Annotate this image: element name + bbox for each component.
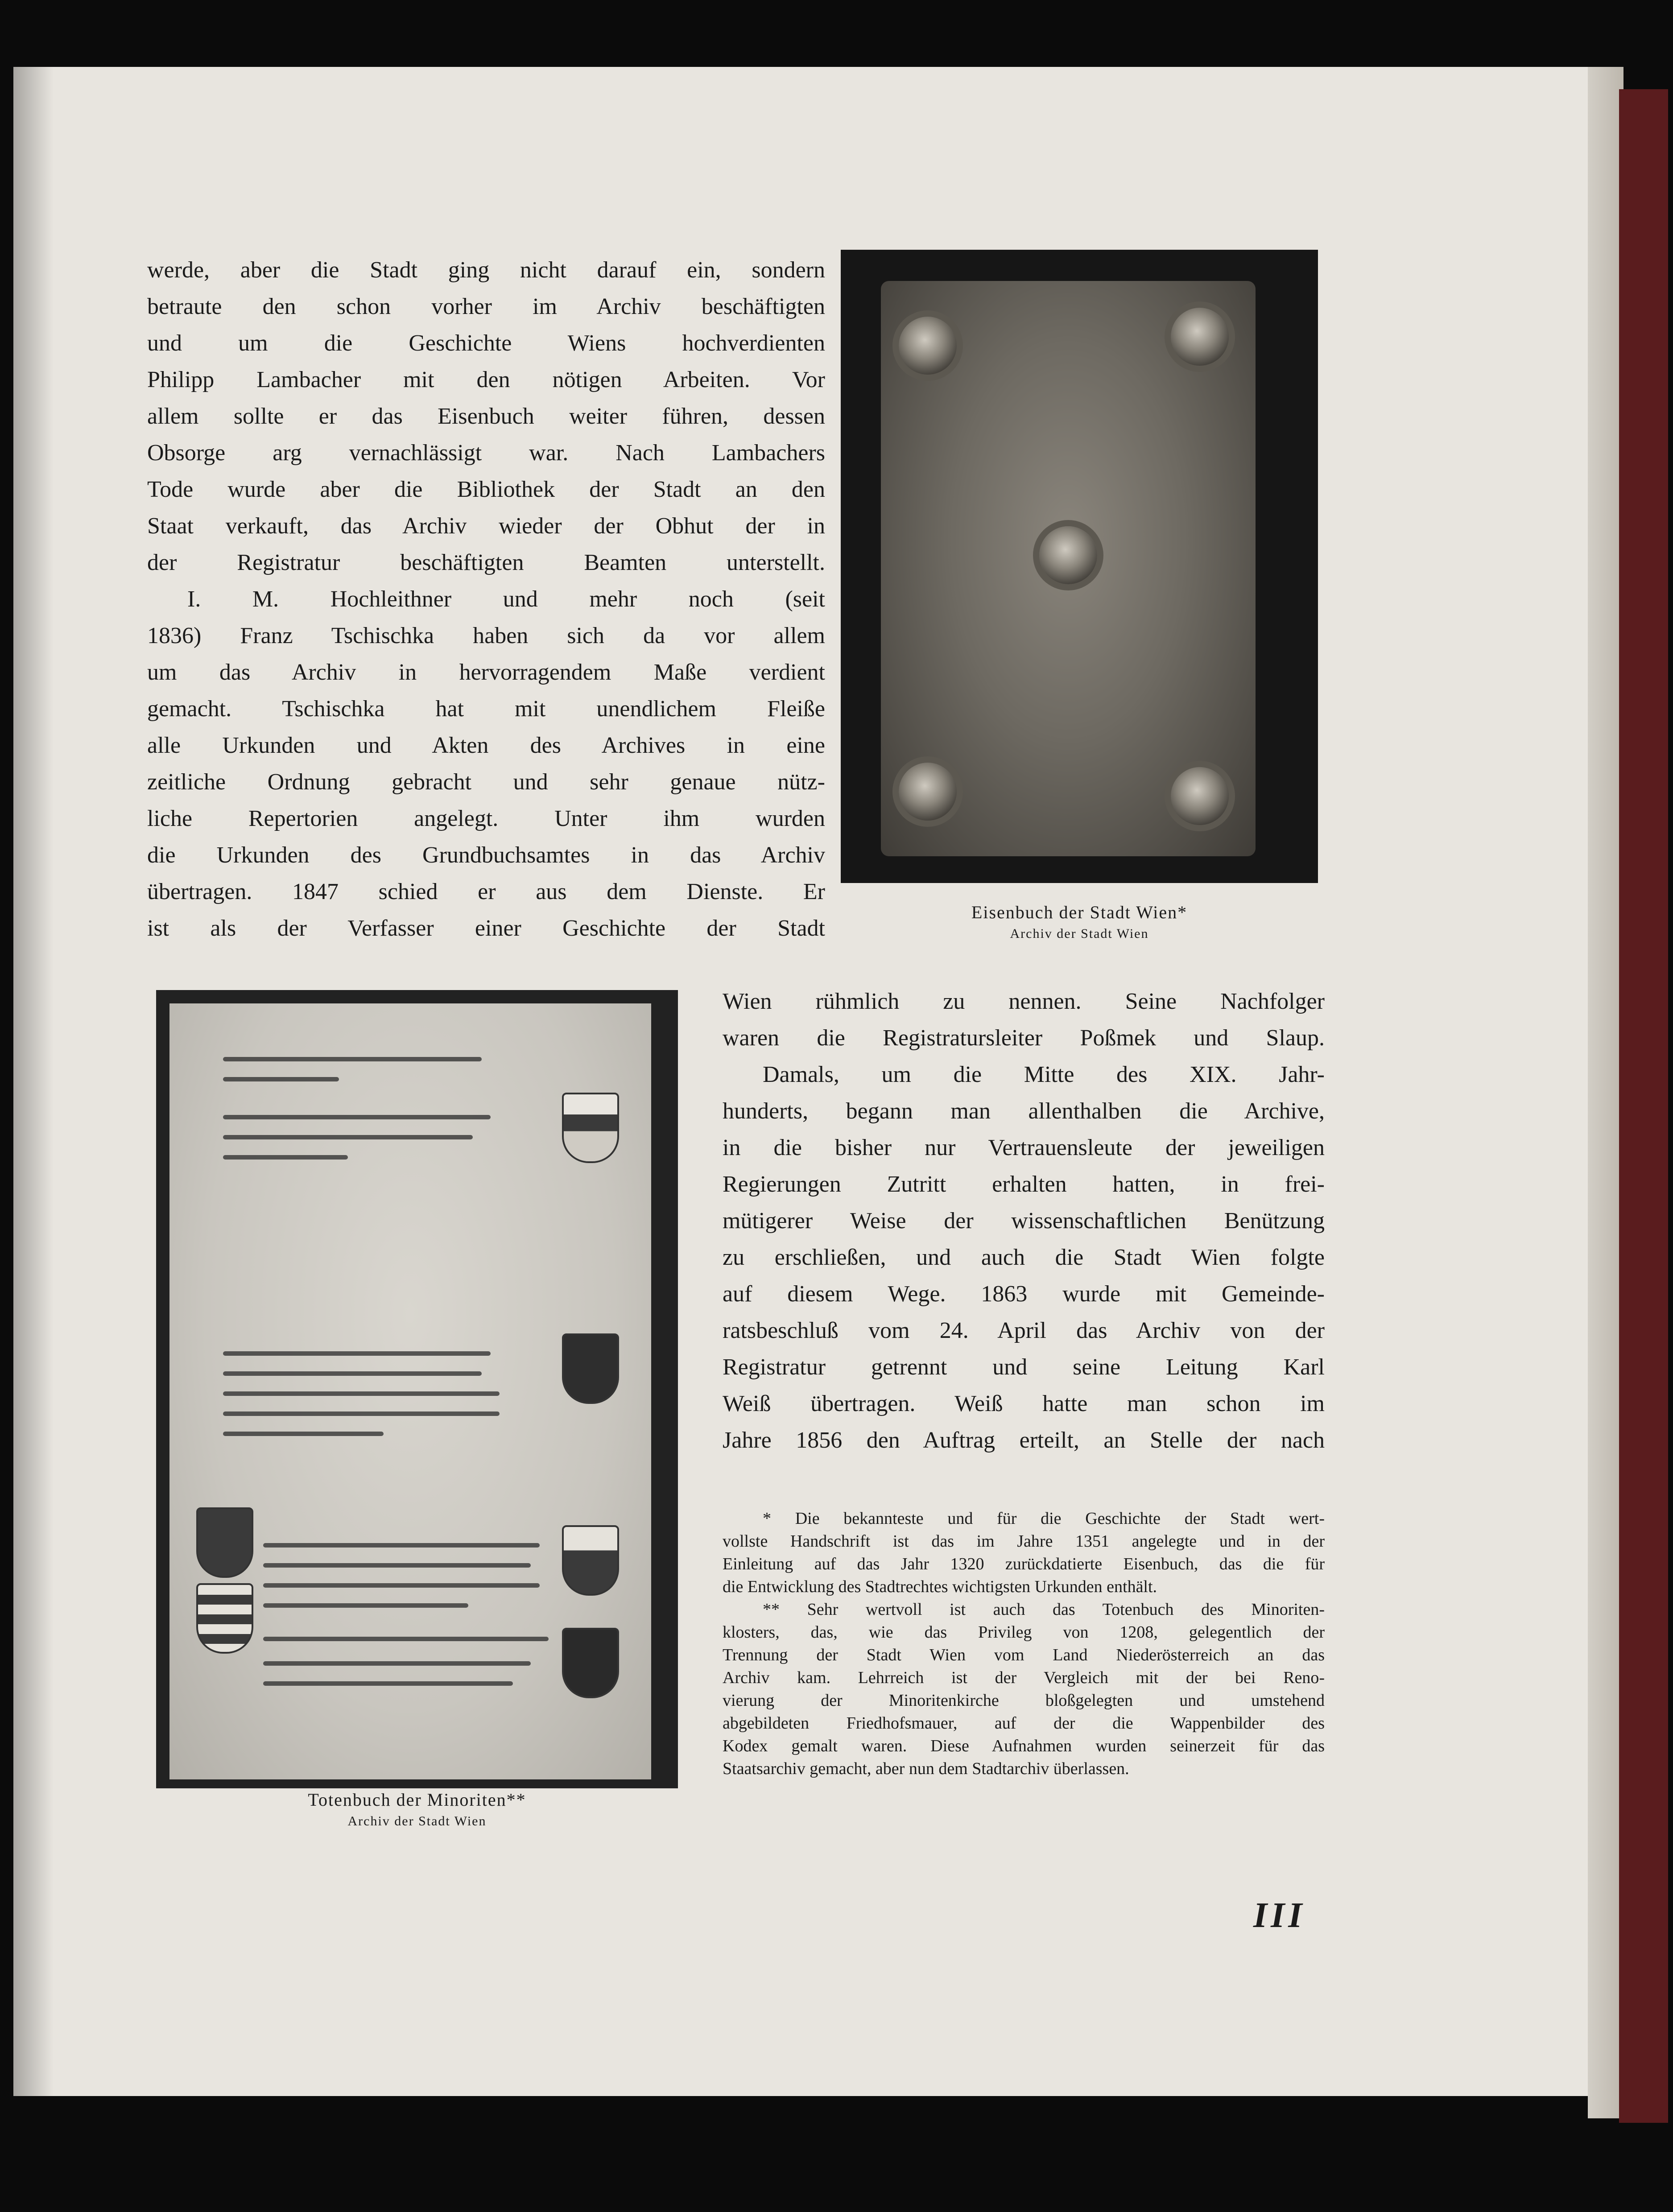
caption-source: Archiv der Stadt Wien [347,1814,487,1828]
script-line [263,1661,531,1666]
text-line: betraute den schon vorher im Archiv beschäftigten [147,294,825,319]
footnote-line: ** Sehr wertvoll ist auch das Totenbuch des Minoriten- [763,1600,1325,1619]
script-line [223,1057,482,1061]
coat-of-arms [562,1628,619,1698]
script-line [223,1135,473,1139]
text-line: gemacht. Tschischka hat mit unendlichem Fleiße [147,696,825,722]
text-line: 1836) Franz Tschischka haben sich da vor allem [147,623,825,648]
text-line: Tode wurde aber die Bibliothek der Stadt an den [147,477,825,502]
main-text-right [723,983,1325,1459]
text-line: Damals, um die Mitte des XIX. Jahr- [763,1062,1325,1087]
text-line: waren die Registratursleiter Poßmek und Slaup. [723,1025,1325,1051]
coat-of-arms [196,1583,253,1654]
text-line: der Registratur beschäftigten Beamten unterstellt. [147,550,825,575]
text-line: ist als der Verfasser einer Geschichte der Stadt [147,916,825,941]
corner-stud [899,763,957,821]
caption-title: Eisenbuch der Stadt Wien* [971,902,1188,922]
text-line: zu erschließen, und auch die Stadt Wien folgte [723,1245,1325,1270]
corner-stud [1171,308,1229,366]
text-line: hunderts, begann man allenthalben die Archive, [723,1098,1325,1124]
page-number: III [1253,1896,1306,1935]
coat-of-arms [562,1093,619,1163]
script-line [223,1115,491,1119]
book-cover-image [881,281,1256,856]
footnote-line: Staatsarchiv gemacht, aber nun dem Stadtarchiv überlassen. [723,1759,1129,1778]
text-line: auf diesem Wege. 1863 wurde mit Gemeinde- [723,1281,1325,1307]
text-line: allem sollte er das Eisenbuch weiter führen, dessen [147,404,825,429]
footnote-line: Kodex gemalt waren. Diese Aufnahmen wurden seinerzeit für das [723,1737,1325,1755]
text-line: alle Urkunden und Akten des Archives in eine [147,733,825,758]
footnote-line: abgebildeten Friedhofsmauer, auf der die Wappenbilder des [723,1714,1325,1733]
text-line: und um die Geschichte Wiens hochverdienten [147,330,825,356]
totenbuch-caption [156,1788,678,1831]
footnote-line: Einleitung auf das Jahr 1320 zurückdatierte Eisenbuch, das die für [723,1555,1325,1573]
totenbuch-photo [156,990,678,1788]
script-line [223,1371,482,1376]
script-line [223,1432,384,1436]
text-line: Staat verkauft, das Archiv wieder der Obhut der in [147,513,825,539]
text-line: ratsbeschluß vom 24. April das Archiv von der [723,1318,1325,1343]
script-line [263,1603,468,1608]
text-line: Obsorge arg vernachlässigt war. Nach Lambachers [147,440,825,466]
text-line: zeitliche Ordnung gebracht und sehr genaue nütz- [147,769,825,795]
script-line [263,1681,513,1686]
gutter-shadow [13,67,54,2096]
script-line [223,1077,339,1081]
footnote-line: die Entwicklung des Stadtrechtes wichtigsten Urkunden enthält. [723,1577,1157,1596]
text-line: mütigerer Weise der wissenschaftlichen Benützung [723,1208,1325,1234]
text-line: werde, aber die Stadt ging nicht darauf ein, sondern [147,257,825,283]
script-line [263,1637,549,1641]
text-line: Philipp Lambacher mit den nötigen Arbeiten. Vor [147,367,825,392]
center-stud [1039,526,1097,584]
footnote-line: Archiv kam. Lehrreich ist der Vergleich mit der bei Reno- [723,1668,1325,1687]
footnote-line: klosters, das, wie das Privileg von 1208, gelegentlich der [723,1623,1325,1642]
script-line [223,1411,500,1416]
script-line [263,1543,540,1548]
footnote-line: Trennung der Stadt Wien vom Land Niederösterreich an das [723,1646,1325,1664]
book-cover-edge [1619,89,1668,2123]
footnote-line: vierung der Minoritenkirche bloßgelegten und umstehend [723,1691,1325,1710]
text-line: um das Archiv in hervorragendem Maße verdient [147,660,825,685]
script-line [263,1563,531,1568]
eisenbuch-caption [841,901,1318,944]
text-line: Jahre 1856 den Auftrag erteilt, an Stelle der nach [723,1428,1325,1453]
caption-title: Totenbuch der Minoriten** [308,1790,526,1810]
manuscript-page-image [169,1003,651,1779]
text-line: in die bisher nur Vertrauensleute der jeweiligen [723,1135,1325,1160]
corner-stud [899,317,957,375]
coat-of-arms [562,1525,619,1596]
script-line [223,1351,491,1356]
script-line [223,1391,500,1396]
corner-stud [1171,767,1229,825]
eisenbuch-photo [841,250,1318,883]
script-line [223,1155,348,1160]
next-page-edge [1588,67,1623,2118]
coat-of-arms [562,1333,619,1404]
text-line: I. M. Hochleithner und mehr noch (seit [187,586,825,612]
text-line: übertragen. 1847 schied er aus dem Dienste. Er [147,879,825,904]
script-line [263,1583,540,1588]
footnotes [723,1507,1325,1780]
caption-source: Archiv der Stadt Wien [1010,926,1149,941]
text-line: liche Repertorien angelegt. Unter ihm wurden [147,806,825,831]
text-line: Wien rühmlich zu nennen. Seine Nachfolger [723,989,1325,1014]
text-line: Regierungen Zutritt erhalten hatten, in frei- [723,1172,1325,1197]
text-line: Weiß übertragen. Weiß hatte man schon im [723,1391,1325,1416]
text-line: Registratur getrennt und seine Leitung Karl [723,1354,1325,1380]
coat-of-arms [196,1507,253,1578]
text-line: die Urkunden des Grundbuchsamtes in das Archiv [147,842,825,868]
footnote-line: vollste Handschrift ist das im Jahre 1351 angelegte und in der [723,1532,1325,1551]
main-text-top [147,252,825,947]
footnote-line: * Die bekannteste und für die Geschichte der Stadt wert- [763,1509,1325,1528]
